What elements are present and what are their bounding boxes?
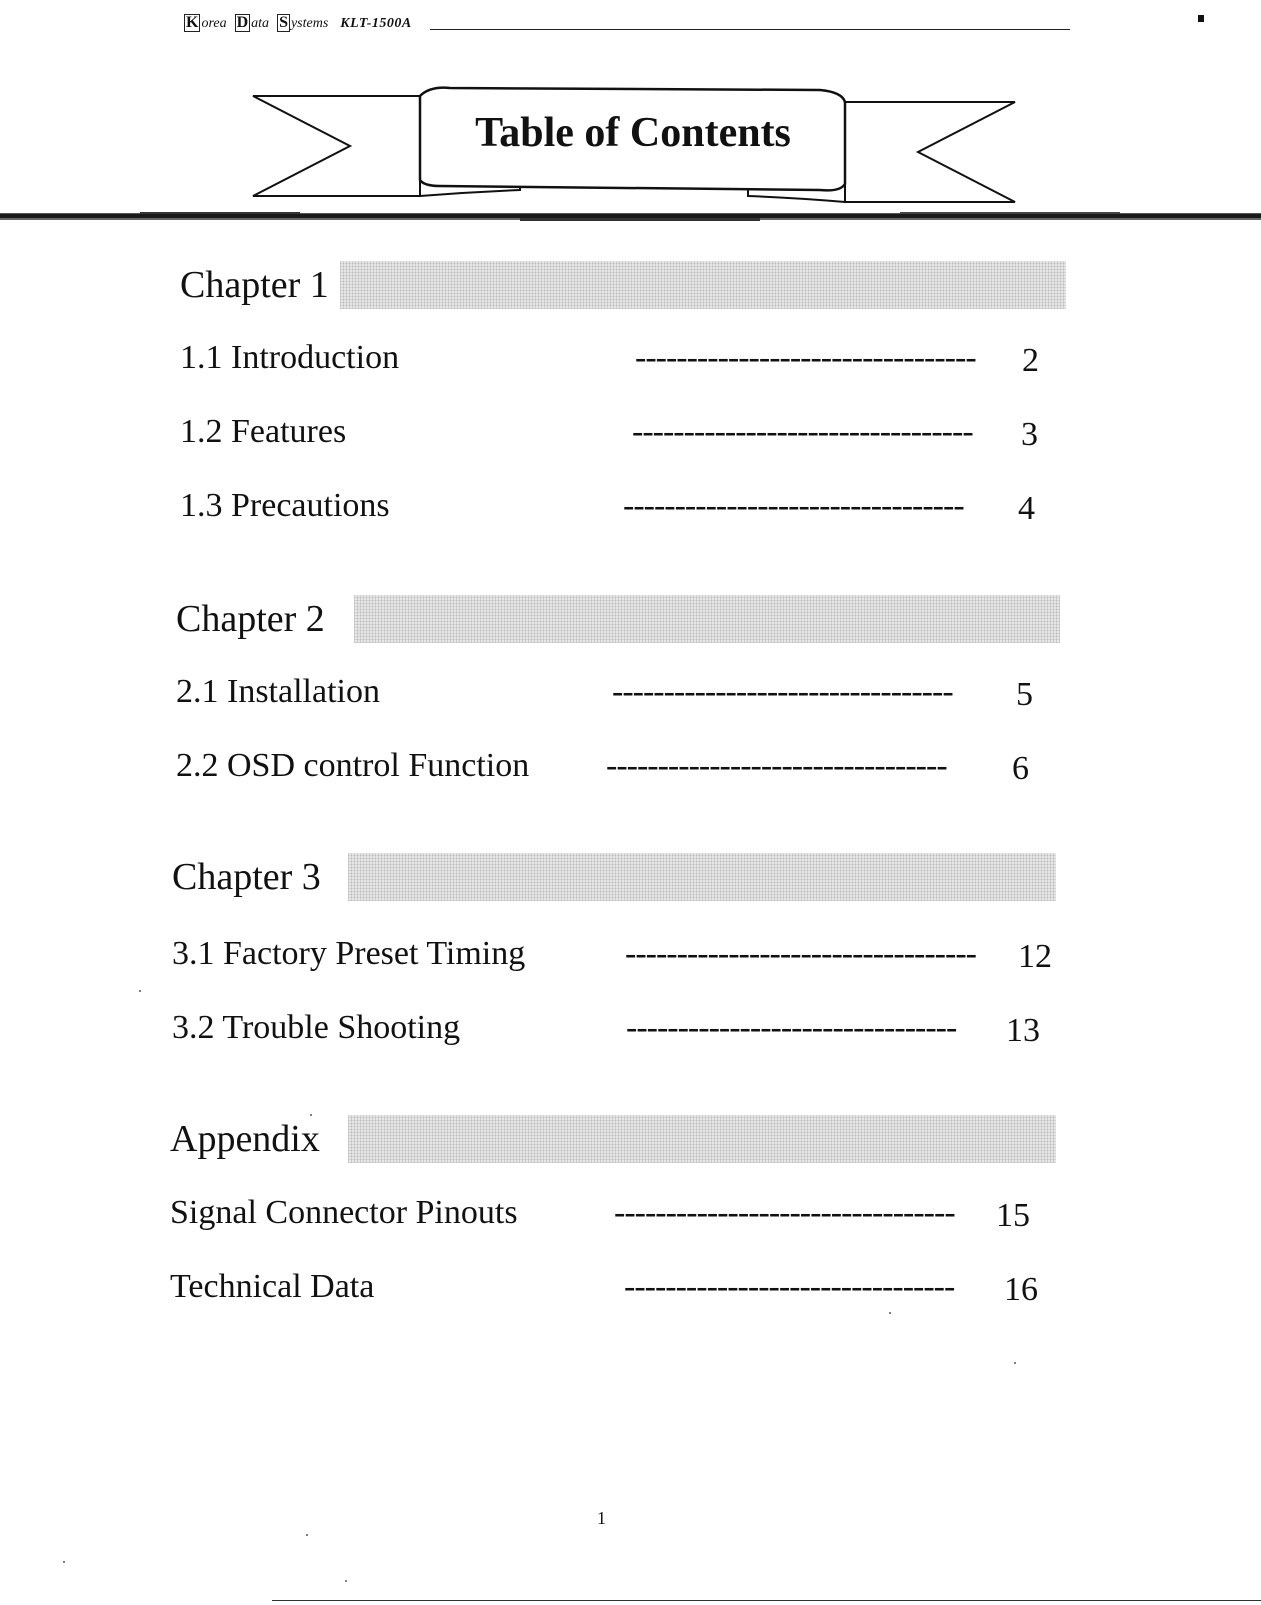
corner-mark	[1198, 15, 1204, 22]
chapter-1-label: Chapter 1	[180, 264, 329, 306]
chapter-3-label: Chapter 3	[172, 856, 321, 898]
header-initial-d: D	[236, 14, 249, 31]
chapter-1-shade	[340, 261, 1066, 309]
toc-entry-1-2[interactable]	[180, 410, 1060, 454]
toc-entry-2-2[interactable]	[176, 744, 1056, 788]
toc-page-number: 12	[1018, 938, 1052, 975]
toc-leader-dashes: --------------------------------	[624, 1268, 955, 1305]
toc-leader-dashes: ---------------------------------	[632, 413, 973, 450]
scan-speck	[310, 1114, 312, 1116]
page-number: 1	[597, 1508, 606, 1528]
toc-entry-3-1[interactable]	[172, 932, 1062, 976]
toc-page-number: 16	[1004, 1271, 1038, 1308]
toc-entry-1-3[interactable]	[180, 484, 1060, 528]
scan-speck	[1014, 1362, 1016, 1364]
chapter-2-label: Chapter 2	[176, 598, 325, 640]
toc-entry-appendix-2[interactable]	[170, 1265, 1050, 1309]
toc-entry-title: 1.2 Features	[180, 413, 347, 450]
toc-entry-title: Technical Data	[170, 1268, 375, 1305]
toc-leader-dashes: ---------------------------------	[614, 1194, 955, 1231]
chapter-1-heading	[180, 261, 1066, 309]
toc-entry-3-2[interactable]	[172, 1006, 1062, 1050]
toc-page-number: 5	[1016, 676, 1033, 713]
toc-page-number: 4	[1018, 490, 1035, 527]
toc-entry-title: Signal Connector Pinouts	[170, 1194, 518, 1231]
toc-entry-title: 2.2 OSD control Function	[176, 747, 530, 784]
toc-page-number: 15	[996, 1197, 1030, 1234]
header-rule	[430, 29, 1070, 30]
header-initial-k: K	[186, 14, 199, 31]
toc-page-number: 6	[1012, 750, 1029, 787]
header-initial-s: S	[279, 14, 288, 31]
toc-entry-title: 3.2 Trouble Shooting	[172, 1009, 461, 1046]
chapter-3-heading	[172, 853, 1056, 901]
footer-rule	[272, 1600, 1261, 1601]
running-header	[184, 8, 1070, 32]
toc-leader-dashes: ---------------------------------	[606, 747, 947, 784]
appendix-heading	[170, 1115, 1056, 1163]
toc-page-number: 13	[1006, 1012, 1040, 1049]
chapter-2-heading	[176, 595, 1060, 643]
toc-entry-title: 1.3 Precautions	[180, 487, 390, 524]
header-word-data: D ata	[236, 14, 270, 31]
scan-speck	[306, 1534, 308, 1536]
scan-speck	[63, 1561, 65, 1563]
chapter-2-shade	[354, 595, 1060, 643]
toc-leader-dashes: ---------------------------------	[623, 487, 964, 524]
toc-leader-dashes: ---------------------------------	[635, 339, 976, 376]
toc-entry-title: 3.1 Factory Preset Timing	[172, 935, 526, 972]
toc-entry-title: 2.1 Installation	[176, 673, 380, 710]
toc-page-number: 3	[1021, 416, 1038, 453]
toc-leader-dashes: ---------------------------------	[612, 673, 953, 710]
appendix-shade	[348, 1115, 1056, 1163]
appendix-label: Appendix	[170, 1118, 320, 1160]
header-model: KLT-1500A	[340, 16, 412, 31]
toc-entry-title: 1.1 Introduction	[180, 339, 400, 376]
toc-page-number: 2	[1022, 342, 1039, 379]
scan-speck	[889, 1312, 891, 1314]
chapter-3-shade	[348, 853, 1056, 901]
header-word-korea: K orea	[186, 14, 227, 31]
toc-entry-1-1[interactable]	[180, 336, 1060, 380]
heavy-divider-rule	[0, 211, 1261, 223]
scan-speck	[345, 1580, 347, 1582]
page-title: Table of Contents	[475, 110, 791, 156]
toc-leader-dashes: --------------------------------	[626, 1009, 957, 1046]
scan-speck	[139, 990, 141, 992]
toc-entry-appendix-1[interactable]	[170, 1191, 1050, 1235]
header-word-systems: S ystems	[279, 14, 329, 31]
toc-entry-2-1[interactable]	[176, 670, 1056, 714]
toc-leader-dashes: ----------------------------------	[625, 935, 976, 972]
